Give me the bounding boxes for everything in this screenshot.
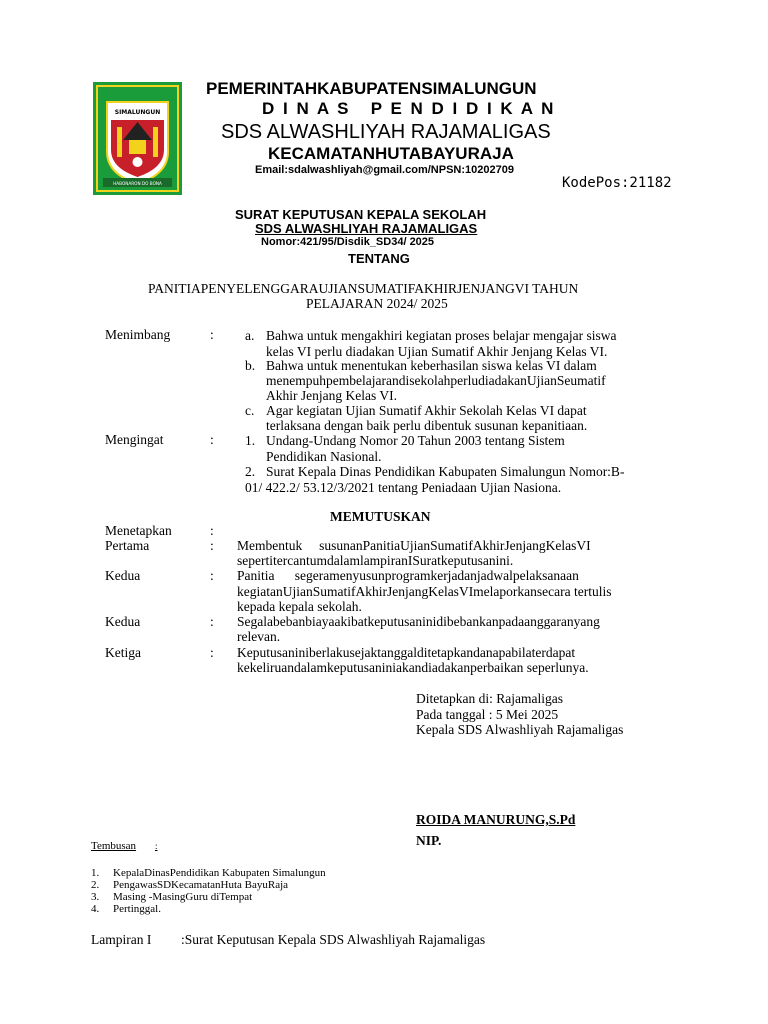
menimbang-item-b-line3: Akhir Jenjang Kelas VI.	[266, 388, 397, 403]
header-district: KECAMATANHUTABAYURAJA	[268, 144, 514, 163]
signature-name: ROIDA MANURUNG,S.Pd	[416, 812, 576, 827]
menimbang-item-a-line2: kelas VI perlu diadakan Ujian Sumatif Akhir Jenjang Kelas VI.	[266, 344, 608, 359]
tembusan-num-3: 3.	[91, 891, 100, 903]
decision-ketiga-line2: kekeliruandalamkeputusaniniakandiadakanperbaikan seperlunya.	[237, 660, 589, 675]
decision-kedua-2-line2: relevan.	[237, 629, 281, 644]
decree-about: TENTANG	[348, 251, 410, 266]
menimbang-item-a-line1: Bahwa untuk mengakhiri kegiatan proses belajar mengajar siswa	[266, 328, 617, 343]
tembusan-item-1: KepalaDinasPendidikan Kabupaten Simalungun	[113, 867, 326, 879]
decision-colon-ketiga: :	[210, 645, 214, 660]
svg-text:HABONARON DO BONA: HABONARON DO BONA	[113, 181, 162, 186]
decision-kedua-2-line1: Segalabebanbiayaakibatkeputusaninidibebankanpadaanggaranyang	[237, 614, 600, 629]
mengingat-item-2-line2: 01/ 422.2/ 53.12/3/2021 tentang Peniadaan Ujian Nasiona.	[245, 480, 562, 495]
tembusan-colon: :	[155, 841, 158, 851]
menimbang-label: Menimbang	[105, 327, 171, 342]
decision-pertama-line2: sepertitercantumdalamlampiranISuratkeputusanini.	[237, 553, 514, 568]
school-logo	[93, 82, 182, 195]
mengingat-item-1-line2: Pendidikan Nasional.	[266, 449, 382, 464]
mengingat-label: Mengingat	[105, 432, 164, 447]
decision-label-menetapkan: Menetapkan	[105, 523, 172, 538]
decision-label-ketiga: Ketiga	[105, 645, 141, 660]
decision-label-kedua: Kedua	[105, 568, 141, 583]
mengingat-item-2-line1: Surat Kepala Dinas Pendidikan Kabupaten Simalungun Nomor:B-	[266, 464, 625, 479]
mengingat-marker-1: 1.	[245, 433, 256, 448]
header-email: Email:sdalwashliyah@gmail.com/NPSN:10202709	[255, 164, 514, 176]
memutuskan-heading: MEMUTUSKAN	[330, 509, 431, 524]
header-government: PEMERINTAHKABUPATENSIMALUNGUN	[206, 79, 537, 98]
tembusan-num-4: 4.	[91, 903, 100, 915]
decision-pertama-line1: Membentuk susunanPanitiaUjianSumatifAkhirJenjangKelasVI	[237, 538, 591, 553]
decision-label-kedua-2: Kedua	[105, 614, 141, 629]
menimbang-colon: :	[210, 327, 214, 342]
decree-subject-line1: PANITIAPENYELENGGARAUJIANSUMATIFAKHIRJENJANGVI TAHUN	[148, 281, 579, 296]
simalungun-emblem-icon	[93, 82, 182, 195]
signature-position: Kepala SDS Alwashliyah Rajamaligas	[416, 722, 624, 737]
decision-colon-kedua: :	[210, 568, 214, 583]
decision-kedua-line1: Panitia segeramenyusunprogramkerjadanjadwalpelaksanaan	[237, 568, 579, 583]
mengingat-colon: :	[210, 432, 214, 447]
header-postal-code: KodePos:21182	[562, 175, 672, 191]
menimbang-item-c-line2: terlaksana dengan baik perlu dibentuk susunan kepanitiaan.	[266, 418, 588, 433]
header-school-name: SDS ALWASHLIYAH RAJAMALIGAS	[221, 121, 551, 143]
tembusan-num-2: 2.	[91, 879, 100, 891]
menimbang-item-b-line2: menempuhpembelajarandisekolahperludiadakanUjianSeumatif	[266, 373, 606, 388]
menimbang-marker-c: c.	[245, 403, 255, 418]
decision-colon-menetapkan: :	[210, 523, 214, 538]
signature-place: Ditetapkan di: Rajamaligas	[416, 691, 563, 706]
decree-school: SDS ALWASHLIYAH RAJAMALIGAS	[255, 221, 478, 236]
tembusan-item-3: Masing -MasingGuru diTempat	[113, 891, 253, 903]
decision-colon-pertama: :	[210, 538, 214, 553]
menimbang-marker-b: b.	[245, 358, 256, 373]
header-dinas: D I N A S P E N D I D I K A N	[262, 99, 556, 118]
lampiran-text: :Surat Keputusan Kepala SDS Alwashliyah Rajamaligas	[181, 932, 486, 947]
decree-subject-line2: PELAJARAN 2024/ 2025	[306, 296, 448, 311]
decision-colon-kedua-2: :	[210, 614, 214, 629]
mengingat-marker-2: 2.	[245, 464, 256, 479]
decision-ketiga-line1: Keputusaniniberlakusejaktanggalditetapkandanapabilaterdapat	[237, 645, 576, 660]
lampiran-label: Lampiran I	[91, 932, 152, 947]
tembusan-label: Tembusan	[91, 840, 137, 852]
decree-number: Nomor:421/95/Disdik_SD34/ 2025	[261, 236, 435, 248]
signature-nip: NIP.	[416, 833, 442, 848]
mengingat-item-1-line1: Undang-Undang Nomor 20 Tahun 2003 tentang Sistem	[266, 433, 565, 448]
menimbang-item-b-line1: Bahwa untuk menentukan keberhasilan siswa kelas VI dalam	[266, 358, 597, 373]
menimbang-marker-a: a.	[245, 328, 255, 343]
signature-date: Pada tanggal : 5 Mei 2025	[416, 707, 559, 722]
decree-title: SURAT KEPUTUSAN KEPALA SEKOLAH	[235, 207, 487, 222]
decision-kedua-line3: kepada kepala sekolah.	[237, 599, 362, 614]
tembusan-item-2: PengawasSDKecamatanHuta BayuRaja	[113, 879, 289, 891]
tembusan-item-4: Pertinggal.	[113, 903, 161, 915]
decision-kedua-line2: kegiatanUjianSumatifAkhirJenjangKelasVImelaporkansecara tertulis	[237, 584, 612, 599]
decision-label-pertama: Pertama	[105, 538, 150, 553]
tembusan-num-1: 1.	[91, 867, 100, 879]
svg-text:SIMALUNGUN: SIMALUNGUN	[114, 109, 161, 116]
menimbang-item-c-line1: Agar kegiatan Ujian Sumatif Akhir Sekolah Kelas VI dapat	[266, 403, 587, 418]
